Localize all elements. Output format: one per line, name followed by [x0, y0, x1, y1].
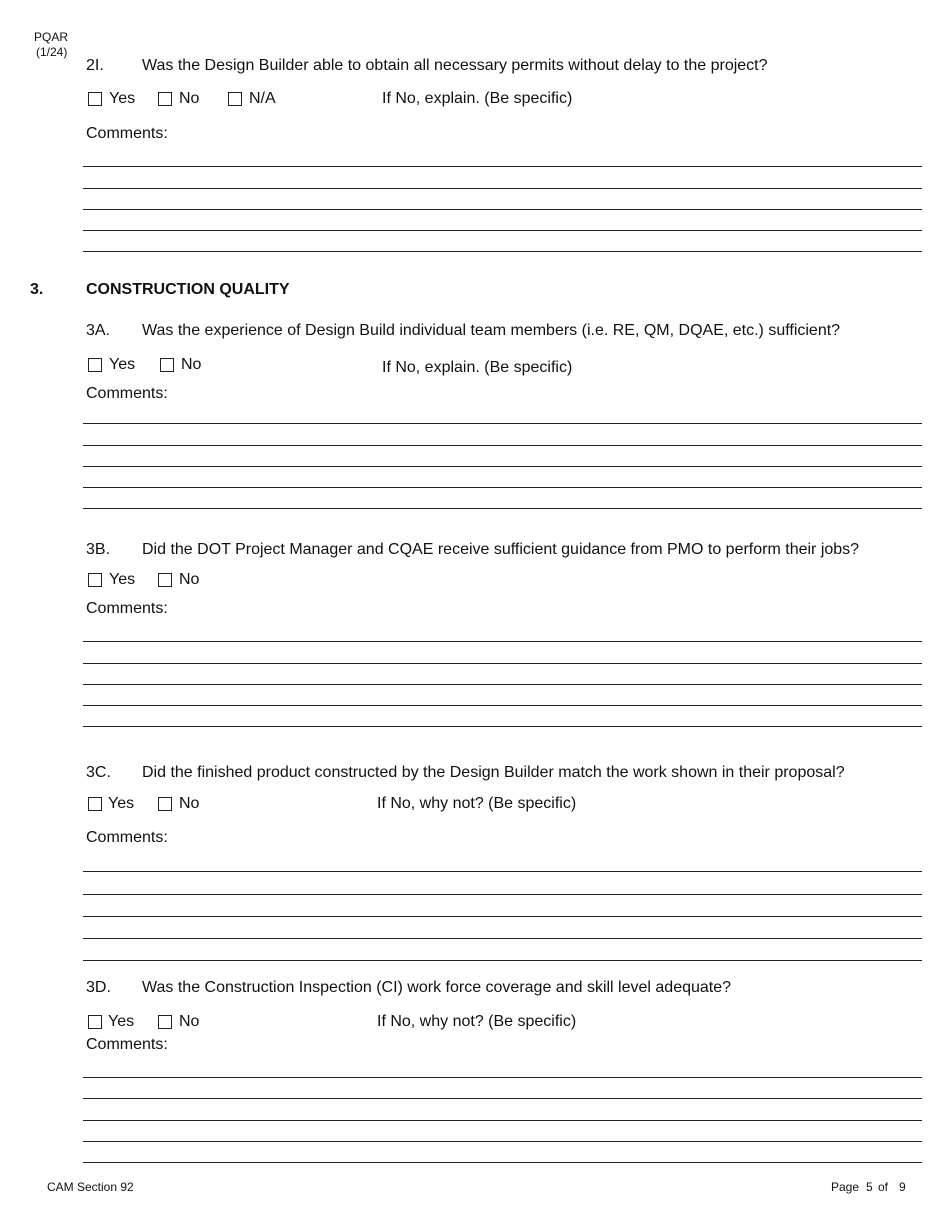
- question-2i-text: Was the Design Builder able to obtain all necessary permits without delay to the project?: [142, 57, 768, 74]
- footer-of-label: of: [878, 1180, 889, 1194]
- q3d-no-checkbox[interactable]: [158, 1015, 172, 1029]
- q3c-no-checkbox[interactable]: [158, 797, 172, 811]
- q3c-yes-checkbox[interactable]: [88, 797, 102, 811]
- q3b-no-checkbox[interactable]: [158, 573, 172, 587]
- q3c-comment-line[interactable]: [83, 960, 922, 961]
- footer-page-label: Page: [831, 1180, 860, 1194]
- q3a-comments-label: Comments:: [86, 385, 168, 402]
- q3d-comment-line[interactable]: [83, 1077, 922, 1078]
- q2i-comment-line[interactable]: [83, 188, 922, 189]
- footer-page-total: 9: [899, 1180, 906, 1194]
- section-3-number: 3.: [30, 281, 44, 298]
- question-3b-text: Did the DOT Project Manager and CQAE receive sufficient guidance from PMO to perform their jobs?: [142, 541, 860, 558]
- q2i-na-checkbox[interactable]: [228, 92, 242, 106]
- form-date: (1/24): [36, 45, 68, 59]
- form-code: PQAR: [34, 30, 69, 44]
- q3d-yes-checkbox[interactable]: [88, 1015, 102, 1029]
- q3b-comment-line[interactable]: [83, 705, 922, 706]
- q3c-comment-line[interactable]: [83, 916, 922, 917]
- question-3c-text: Did the finished product constructed by the Design Builder match the work shown in their proposal?: [142, 764, 845, 781]
- q3b-comment-line[interactable]: [83, 684, 922, 685]
- q2i-comment-line[interactable]: [83, 166, 922, 167]
- q3b-comment-line[interactable]: [83, 663, 922, 664]
- q3d-explain-hint: If No, why not? (Be specific): [377, 1013, 577, 1030]
- q3c-yes-label: Yes: [108, 795, 135, 812]
- q3a-no-checkbox[interactable]: [160, 358, 174, 372]
- q2i-explain-hint: If No, explain. (Be specific): [382, 90, 573, 107]
- question-3d-text: Was the Construction Inspection (CI) work force coverage and skill level adequate?: [142, 979, 732, 996]
- q2i-comments-label: Comments:: [86, 125, 168, 142]
- q3a-comment-line[interactable]: [83, 423, 922, 424]
- q3b-comments-label: Comments:: [86, 600, 168, 617]
- q2i-comment-line[interactable]: [83, 251, 922, 252]
- q3b-comment-line[interactable]: [83, 641, 922, 642]
- q3a-comment-line[interactable]: [83, 445, 922, 446]
- q3c-no-label: No: [179, 795, 200, 812]
- question-2i-number: 2I.: [86, 57, 104, 74]
- q3a-yes-checkbox[interactable]: [88, 358, 102, 372]
- q3c-comments-label: Comments:: [86, 829, 168, 846]
- section-3-title: CONSTRUCTION QUALITY: [86, 281, 290, 298]
- q3a-comment-line[interactable]: [83, 487, 922, 488]
- q2i-yes-label: Yes: [109, 90, 136, 107]
- q2i-comment-line[interactable]: [83, 230, 922, 231]
- question-3a-number: 3A.: [86, 322, 111, 339]
- q3d-comment-line[interactable]: [83, 1120, 922, 1121]
- q3d-no-label: No: [179, 1013, 200, 1030]
- q3d-comment-line[interactable]: [83, 1141, 922, 1142]
- q3b-yes-label: Yes: [109, 571, 136, 588]
- q3c-explain-hint: If No, why not? (Be specific): [377, 795, 577, 812]
- q2i-yes-checkbox[interactable]: [88, 92, 102, 106]
- q3d-yes-label: Yes: [108, 1013, 135, 1030]
- q3d-comment-line[interactable]: [83, 1162, 922, 1163]
- q3a-no-label: No: [181, 356, 202, 373]
- question-3c-number: 3C.: [86, 764, 111, 781]
- question-3a-text: Was the experience of Design Build individual team members (i.e. RE, QM, DQAE, etc.) sufficient?: [142, 322, 841, 339]
- q3a-comment-line[interactable]: [83, 508, 922, 509]
- q2i-no-label: No: [179, 90, 200, 107]
- q3c-comment-line[interactable]: [83, 938, 922, 939]
- q2i-comment-line[interactable]: [83, 209, 922, 210]
- question-3d-number: 3D.: [86, 979, 111, 996]
- q3d-comment-line[interactable]: [83, 1098, 922, 1099]
- footer-section: CAM Section 92: [47, 1180, 134, 1194]
- question-3b-number: 3B.: [86, 541, 111, 558]
- q3a-comment-line[interactable]: [83, 466, 922, 467]
- q3b-yes-checkbox[interactable]: [88, 573, 102, 587]
- footer-page-number: 5: [866, 1180, 873, 1194]
- q3c-comment-line[interactable]: [83, 871, 922, 872]
- q3b-no-label: No: [179, 571, 200, 588]
- q2i-na-label: N/A: [249, 90, 276, 107]
- q3a-yes-label: Yes: [109, 356, 136, 373]
- q3a-explain-hint: If No, explain. (Be specific): [382, 359, 573, 376]
- q3d-comments-label: Comments:: [86, 1036, 168, 1053]
- q3b-comment-line[interactable]: [83, 726, 922, 727]
- q2i-no-checkbox[interactable]: [158, 92, 172, 106]
- q3c-comment-line[interactable]: [83, 894, 922, 895]
